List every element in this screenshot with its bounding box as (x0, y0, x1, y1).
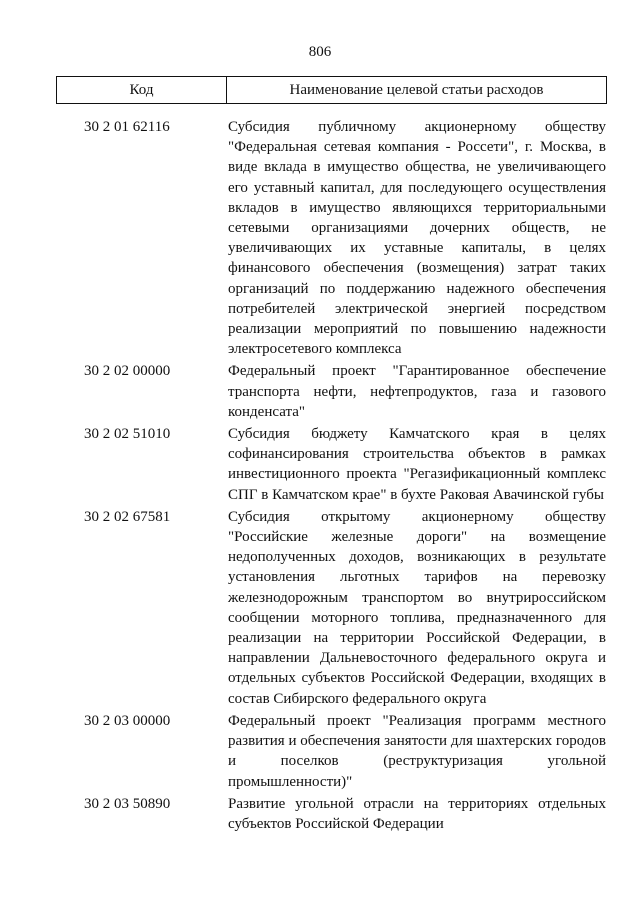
table-row (0, 424, 640, 505)
table-header (56, 76, 607, 104)
row-code: 30 2 03 00000 (84, 712, 171, 729)
row-description: Субсидия публичному акционерному обществу "Федеральная сетевая компания - Россети", г. Москва, в виде вклада в имущество общества, не увеличивающего его уставный капитал, для последующего осуществления вкладов в имущество являющихся территориальными сетевыми организациями дочерних обществ, не увеличивающих их уставные капиталы, в целях финансового обеспечения (возмещения) затрат таких организаций по поддержанию надежного обеспечения потребителей электрической энергией посредством реализации мероприятий по повышению надежности электросетевого комплекса (228, 119, 606, 358)
column-header-name: Наименование целевой статьи расходов (289, 82, 544, 98)
row-code: 30 2 02 67581 (84, 508, 171, 525)
row-code: 30 2 01 62116 (84, 119, 170, 135)
row-code: 30 2 02 51010 (84, 426, 171, 443)
table-body (0, 117, 640, 836)
table-row (0, 507, 640, 709)
row-description: Субсидия бюджету Камчатского края в целях софинансирования строительства объектов в рамках инвестиционного проекта "Регазификационный комплекс СПГ в Камчатском крае" в бухте Раковая Авачинской губы (228, 426, 606, 503)
row-description: Федеральный проект "Гарантированное обеспечение транспорта нефти, нефтепродуктов, газа и газового конденсата" (228, 363, 606, 420)
table-row (0, 794, 640, 834)
table-row (0, 711, 640, 792)
page-number: 806 (308, 44, 332, 60)
table-row (0, 361, 640, 422)
row-description: Развитие угольной отрасли на территориях отдельных субъектов Российской Федерации (228, 795, 606, 832)
row-code: 30 2 02 00000 (84, 363, 171, 380)
row-description: Субсидия открытому акционерному обществу "Российские железные дороги" на возмещение недополученных доходов, возникающих в результате установления льготных тарифов на перевозку железнодорожным транспортом во внутрироссийском сообщении моторного топлива, предназначенного для реализации на территории Российской Федерации, в направлении Дальневосточного федерального округа и отдельных субъектов Российской Федерации, входящих в состав Сибирского федерального округа (228, 508, 606, 707)
row-code: 30 2 03 50890 (84, 795, 171, 812)
column-header-code: Код (57, 77, 227, 103)
table-row (0, 117, 640, 359)
row-description: Федеральный проект "Реализация программ местного развития и обеспечения занятости для шахтерских городов и поселков (реструктуризация угольной промышленности)" (228, 712, 606, 790)
